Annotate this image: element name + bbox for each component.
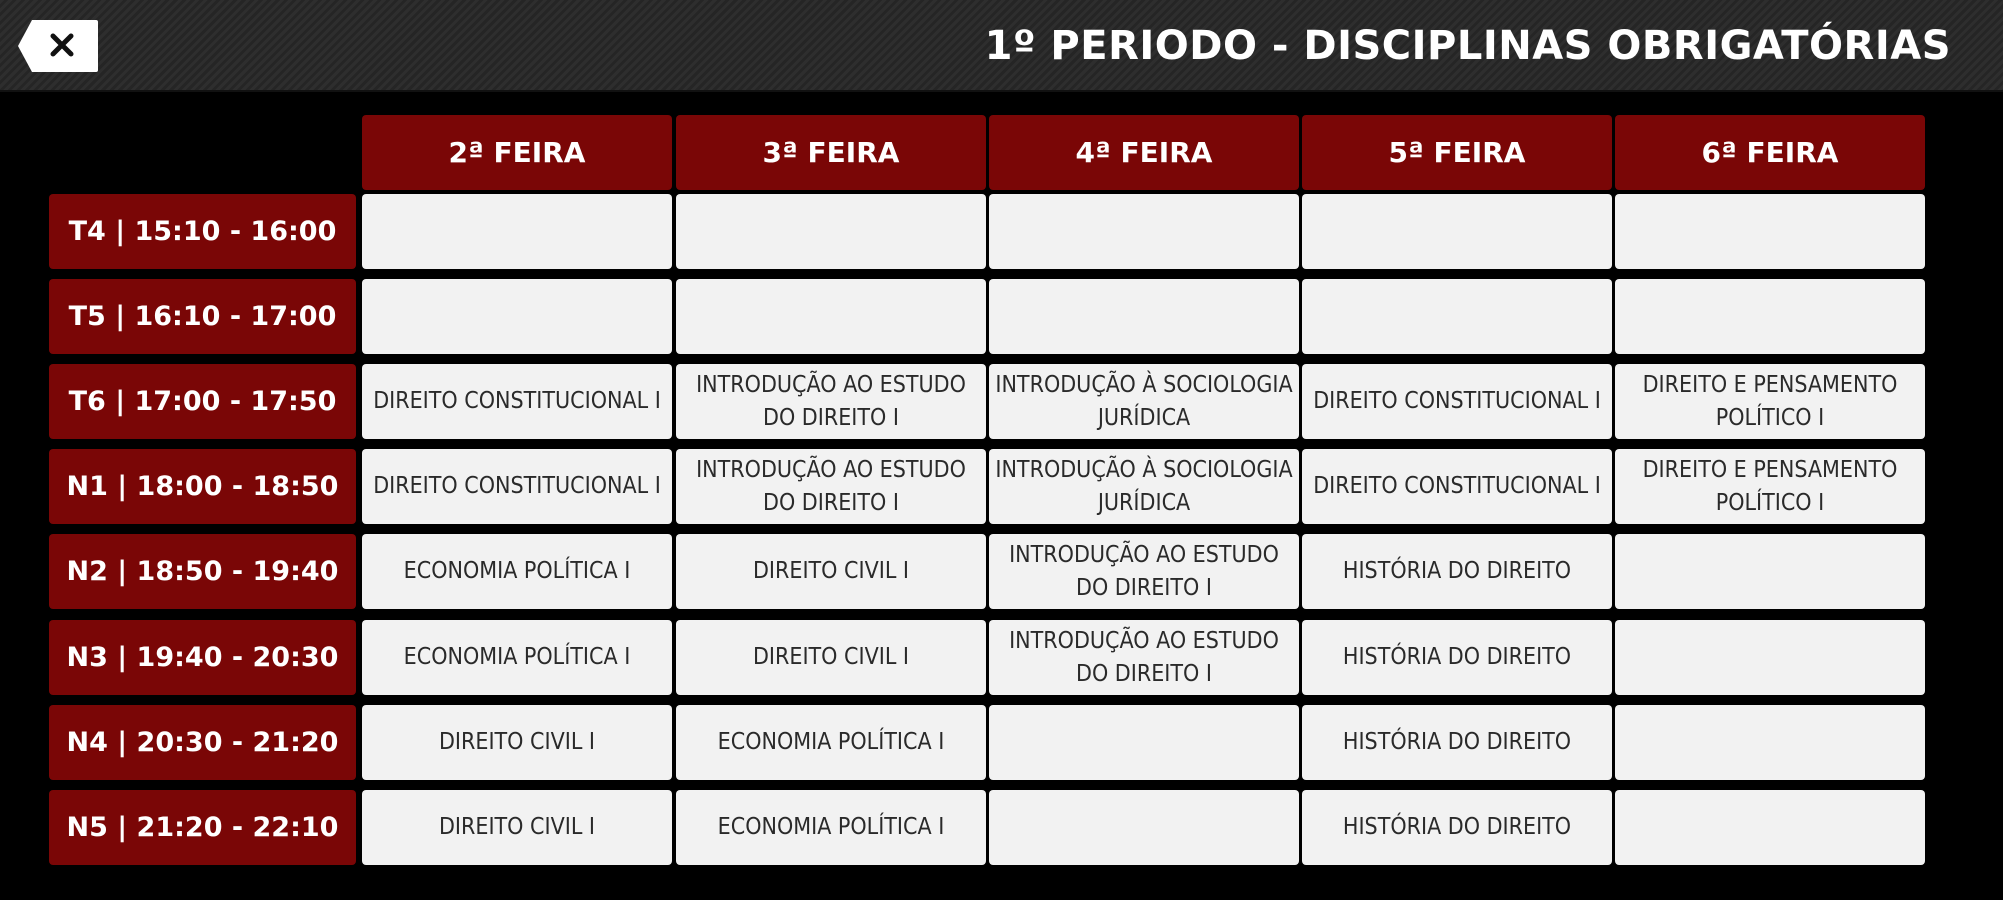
schedule-cell[interactable] [362, 279, 672, 354]
schedule-cell[interactable] [989, 705, 1299, 780]
day-header: 2ª FEIRA [362, 115, 672, 190]
day-header: 3ª FEIRA [676, 115, 986, 190]
time-slot-label: T4 | 15:10 - 16:00 [49, 194, 356, 269]
schedule-cell[interactable]: DIREITO CIVIL I [676, 534, 986, 609]
schedule-cell[interactable]: DIREITO CONSTITUCIONAL I [1302, 364, 1612, 439]
schedule-cell[interactable]: DIREITO E PENSAMENTO POLÍTICO I [1615, 364, 1925, 439]
day-header: 5ª FEIRA [1302, 115, 1612, 190]
schedule-cell[interactable]: DIREITO CONSTITUCIONAL I [362, 449, 672, 524]
schedule-cell[interactable] [1302, 279, 1612, 354]
schedule-cell[interactable] [676, 194, 986, 269]
schedule-cell[interactable]: INTRODUÇÃO AO ESTUDO DO DIREITO I [989, 620, 1299, 695]
schedule-cell[interactable] [676, 279, 986, 354]
schedule-cell[interactable] [1615, 620, 1925, 695]
day-header: 4ª FEIRA [989, 115, 1299, 190]
time-slot-label: T6 | 17:00 - 17:50 [49, 364, 356, 439]
schedule-cell[interactable]: DIREITO CIVIL I [362, 790, 672, 865]
schedule-cell[interactable]: INTRODUÇÃO À SOCIOLOGIA JURÍDICA [989, 449, 1299, 524]
schedule-cell[interactable]: INTRODUÇÃO AO ESTUDO DO DIREITO I [676, 449, 986, 524]
schedule-cell[interactable]: DIREITO CONSTITUCIONAL I [1302, 449, 1612, 524]
schedule-cell[interactable] [1615, 279, 1925, 354]
time-slot-label: N4 | 20:30 - 21:20 [49, 705, 356, 780]
schedule-cell[interactable]: HISTÓRIA DO DIREITO [1302, 534, 1612, 609]
time-slot-label: N5 | 21:20 - 22:10 [49, 790, 356, 865]
schedule-cell[interactable]: DIREITO CONSTITUCIONAL I [362, 364, 672, 439]
schedule-cell[interactable] [989, 279, 1299, 354]
schedule-cell[interactable]: HISTÓRIA DO DIREITO [1302, 705, 1612, 780]
schedule-cell[interactable]: INTRODUÇÃO AO ESTUDO DO DIREITO I [676, 364, 986, 439]
schedule-cell[interactable] [1302, 194, 1612, 269]
schedule-cell[interactable] [1615, 534, 1925, 609]
schedule-cell[interactable] [1615, 194, 1925, 269]
schedule-cell[interactable]: INTRODUÇÃO AO ESTUDO DO DIREITO I [989, 534, 1299, 609]
schedule-cell[interactable]: DIREITO CIVIL I [362, 705, 672, 780]
schedule-cell[interactable] [989, 790, 1299, 865]
time-slot-label: T5 | 16:10 - 17:00 [49, 279, 356, 354]
time-slot-label: N1 | 18:00 - 18:50 [49, 449, 356, 524]
schedule-cell[interactable] [989, 194, 1299, 269]
schedule-cell[interactable]: HISTÓRIA DO DIREITO [1302, 790, 1612, 865]
schedule-cell[interactable]: ECONOMIA POLÍTICA I [362, 620, 672, 695]
time-slot-label: N2 | 18:50 - 19:40 [49, 534, 356, 609]
schedule-cell[interactable]: DIREITO E PENSAMENTO POLÍTICO I [1615, 449, 1925, 524]
schedule-cell[interactable]: ECONOMIA POLÍTICA I [676, 790, 986, 865]
schedule-cell[interactable]: INTRODUÇÃO À SOCIOLOGIA JURÍDICA [989, 364, 1299, 439]
page-title: 1º PERIODO - DISCIPLINAS OBRIGATÓRIAS [984, 23, 1951, 69]
schedule-cell[interactable]: DIREITO CIVIL I [676, 620, 986, 695]
schedule-cell[interactable] [362, 194, 672, 269]
schedule-cell[interactable]: ECONOMIA POLÍTICA I [362, 534, 672, 609]
schedule-cell[interactable]: ECONOMIA POLÍTICA I [676, 705, 986, 780]
schedule-cell[interactable] [1615, 705, 1925, 780]
day-header: 6ª FEIRA [1615, 115, 1925, 190]
schedule-cell[interactable]: HISTÓRIA DO DIREITO [1302, 620, 1612, 695]
time-slot-label: N3 | 19:40 - 20:30 [49, 620, 356, 695]
schedule-cell[interactable] [1615, 790, 1925, 865]
